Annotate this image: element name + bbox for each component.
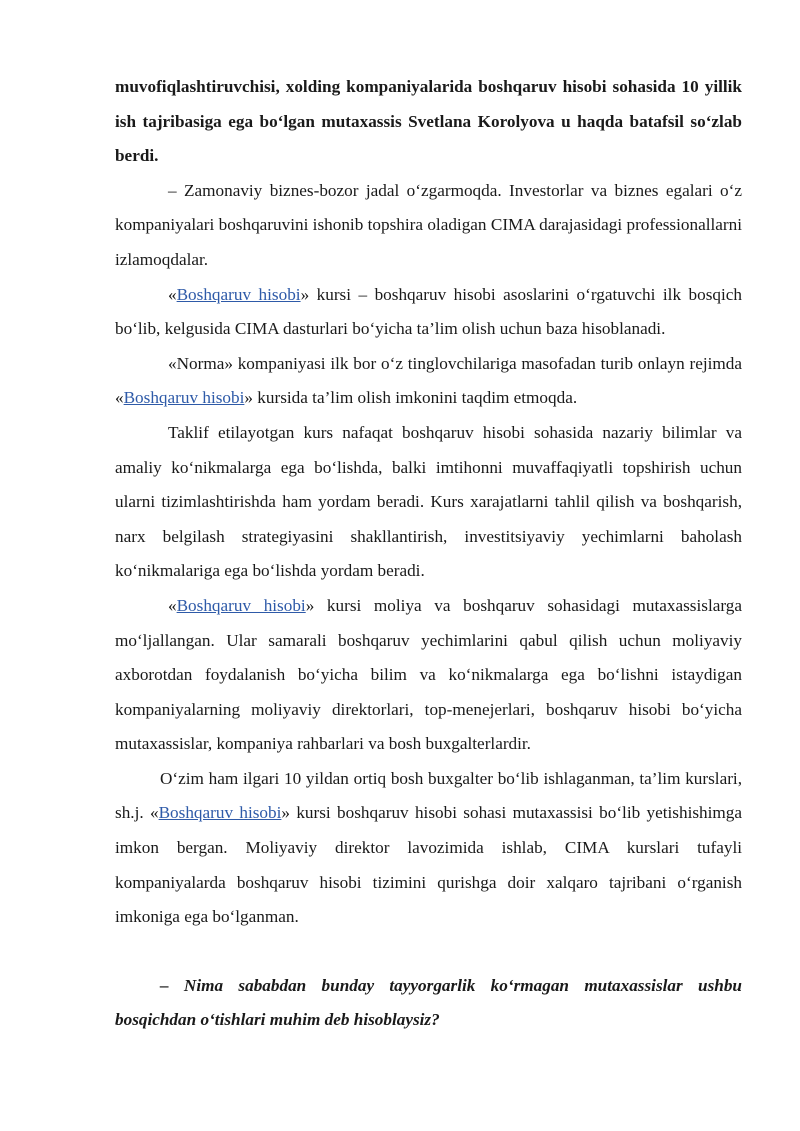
spacer	[115, 935, 742, 969]
paragraph-5	[115, 589, 742, 762]
paragraph-4: Taklif etilayotgan kurs nafaqat boshqaruv hisobi sohasida nazariy bilimlar va amaliy ko‘nikmalarga ega bo‘lishda, balki imtihonni muvaffaqiyatli topshirish uchun ularni tizimlashtirishda ham yordam beradi. Kurs xarajatlarni tahlil qilish va boshqarish, narx belgilash strategiyasini shakllantirish, investitsiyaviy yechimlarni baholash ko‘nikmalariga ega bo‘lishda yordam beradi.	[115, 422, 742, 581]
paragraph-3	[115, 347, 742, 416]
paragraph-5-text: » kursi moliya va boshqaruv sohasidagi mutaxassislarga mo‘ljallangan. Ular samarali boshqaruv yechimlarini qabul qilish uchun moliyaviy axborotdan foydalanish bo‘yicha bilim va ko‘nikmalarga ega bo‘lishni istaydigan kompaniyalarning moliyaviy direktorlari, top-menejerlari, boshqaruv hisobi bo‘yicha mutaxassislar, kompaniya rahbarlari va bosh buxgalterlardir.	[115, 595, 743, 754]
paragraph-2-text: » kursi – boshqaruv hisobi asoslarini o‘rgatuvchi ilk bosqich bo‘lib, kelgusida CIMA dasturlari bo‘yicha ta’lim olish uchun baza hisoblanadi.	[115, 284, 742, 339]
paragraph-6	[115, 762, 742, 935]
course-link[interactable]: Boshqaruv hisobi	[123, 388, 245, 408]
paragraph-2	[115, 278, 742, 347]
course-link[interactable]: Boshqaruv hisobi	[176, 595, 306, 615]
quote-open: «	[168, 595, 177, 615]
quote-open: «	[168, 284, 177, 304]
paragraph-1: – Zamonaviy biznes-bozor jadal o‘zgarmoqda. Investorlar va biznes egalari o‘z kompaniyalari boshqaruvini ishonib topshira oladigan CIMA darajasidagi professionallarni izlamoqdalar.	[115, 180, 742, 269]
course-link[interactable]: Boshqaruv hisobi	[158, 803, 282, 823]
course-link[interactable]: Boshqaruv hisobi	[176, 284, 301, 304]
interview-question: – Nima sababdan bunday tayyorgarlik ko‘rmagan mutaxassislar ushbu bosqichdan o‘tishlari muhim deb hisoblaysiz?	[115, 975, 742, 1030]
paragraph-6-text-before: O‘zim ham ilgari 10 yildan ortiq bosh buxgalter bo‘lib ishlaganman, ta’lim kurslari, sh.j. «	[115, 768, 742, 823]
paragraph-6-text-after: » kursi boshqaruv hisobi sohasi mutaxassisi bo‘lib yetishishimga imkon bergan. Moliyaviy direktor lavozimida ishlab, CIMA kurslari tufayli kompaniyalarda boshqaruv hisobi tizimini qurishga doir xalqaro tajribani o‘rganish imkoniga ega bo‘lganman.	[115, 803, 742, 927]
paragraph-3-text-after: » kursida ta’lim olish imkonini taqdim etmoqda.	[244, 388, 578, 408]
intro-paragraph: muvofiqlashtiruvchisi, xolding kompaniyalarida boshqaruv hisobi sohasida 10 yillik ish tajribasiga ega bo‘lgan mutaxassis Svetlana Korolyova u haqda batafsil so‘zlab berdi.	[115, 77, 742, 166]
paragraph-3-text-before: «Norma» kompaniyasi ilk bor o‘z tinglovchilariga masofadan turib onlayn rejimda «	[115, 353, 742, 408]
